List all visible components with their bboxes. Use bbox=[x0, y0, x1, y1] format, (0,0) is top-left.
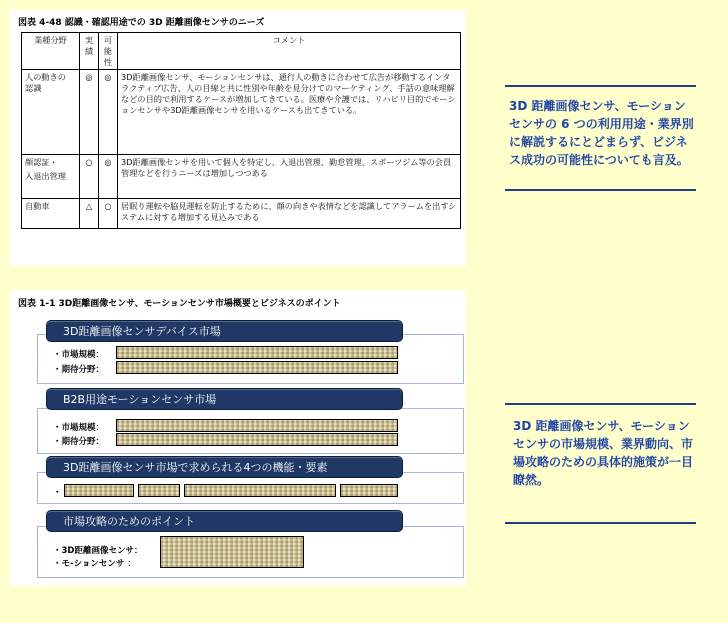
field-label-market-size: ・市場規模： bbox=[53, 423, 105, 433]
field-label-expected-fields: ・期待分野： bbox=[53, 365, 105, 375]
field-label-expected-fields: ・期待分野： bbox=[53, 437, 105, 447]
row-industry: 顔認証・ 入退出管理 bbox=[22, 155, 80, 199]
field-label-market-size: ・市場規模： bbox=[53, 350, 105, 360]
description-text-block: 3D 距離画像センサ、モーションセンサの市場規模、業界動向、市場攻略のための具体的施策が一目瞭然。 bbox=[505, 403, 696, 524]
description-text-block: 3D 距離画像センサ、モーションセンサの 6 つの利用用途・業界別に解説するにとどまらず、ビジネス成功の可能性についても言及。 bbox=[505, 85, 696, 191]
pixelated-text-block bbox=[116, 346, 398, 359]
pixelated-text-block bbox=[138, 484, 180, 497]
market-overview-title: 図表 1-1 3D距離画像センサ、モーションセンサ市場概要とビジネスのポイント bbox=[18, 299, 341, 309]
pixelated-text-block bbox=[160, 536, 304, 568]
field-bullet: ・ bbox=[53, 488, 62, 498]
header-industry: 業種分野 bbox=[22, 33, 80, 70]
header-possibility: 可 能 性 bbox=[99, 33, 118, 70]
header-comment: コメント bbox=[118, 33, 461, 70]
needs-table-panel bbox=[10, 10, 466, 266]
section-title-four-functions: 3D距離画像センサ市場で求められる4つの機能・要素 bbox=[46, 456, 403, 478]
row-possibility: ◎ bbox=[99, 155, 118, 199]
row-record: ○ bbox=[80, 155, 99, 199]
table-row bbox=[22, 70, 461, 155]
row-record: △ bbox=[80, 199, 99, 229]
market-overview-panel bbox=[10, 290, 466, 586]
section-title-3d-device-market: 3D距離画像センサデバイス市場 bbox=[46, 320, 403, 342]
table-row bbox=[22, 155, 461, 199]
row-possibility: ◎ bbox=[99, 70, 118, 155]
table-row bbox=[22, 199, 461, 229]
table-header-row bbox=[22, 33, 461, 70]
pixelated-text-block bbox=[116, 361, 398, 374]
needs-table bbox=[21, 32, 461, 229]
section-title-b2b-motion-market: B2B用途モーションセンサ市場 bbox=[46, 388, 403, 410]
row-record: ◎ bbox=[80, 70, 99, 155]
row-comment: 3D距離画像センサを用いて個人を特定し、入退出管理、勤怠管理、スポーツジム等の会員管理などを行うニーズは増加しつつある bbox=[118, 155, 461, 199]
pixelated-text-block bbox=[340, 484, 398, 497]
row-comment: 3D距離画像センサ、モーションセンサは、通行人の動きに合わせて広告が移動するインタラクティブ広告、人の目線と共に性別や年齢を見分けてのマーケティング、手話の意味理解などの目的で利用するケースが増加してきている。医療や介護では、リハビリ目的でモーションセンサや3D距離画像センサを用いるケースも出てきている。 bbox=[118, 70, 461, 155]
header-record: 実 績 bbox=[80, 33, 99, 70]
row-possibility: ○ bbox=[99, 199, 118, 229]
pixelated-text-block bbox=[116, 419, 398, 432]
pixelated-text-block bbox=[184, 484, 336, 497]
row-comment: 居眠り運転や脇見運転を防止するために、顔の向きや表情などを認識してアラームを出すシステムに対する増加する見込みである bbox=[118, 199, 461, 229]
field-label-motion-sensor: ・モ-ションセンサ ： bbox=[53, 559, 136, 569]
pixelated-text-block bbox=[116, 433, 398, 446]
section-title-market-strategy: 市場攻略のためのポイント bbox=[46, 510, 403, 532]
needs-table-title: 図表 4-48 認識・確認用途での 3D 距離画像センサのニーズ bbox=[18, 18, 265, 28]
row-industry: 人の動きの 認識 bbox=[22, 70, 80, 155]
pixelated-text-block bbox=[64, 484, 134, 497]
field-label-3d-sensor: ・3D距離画像センサ： bbox=[53, 546, 143, 556]
row-industry: 自動車 bbox=[22, 199, 80, 229]
